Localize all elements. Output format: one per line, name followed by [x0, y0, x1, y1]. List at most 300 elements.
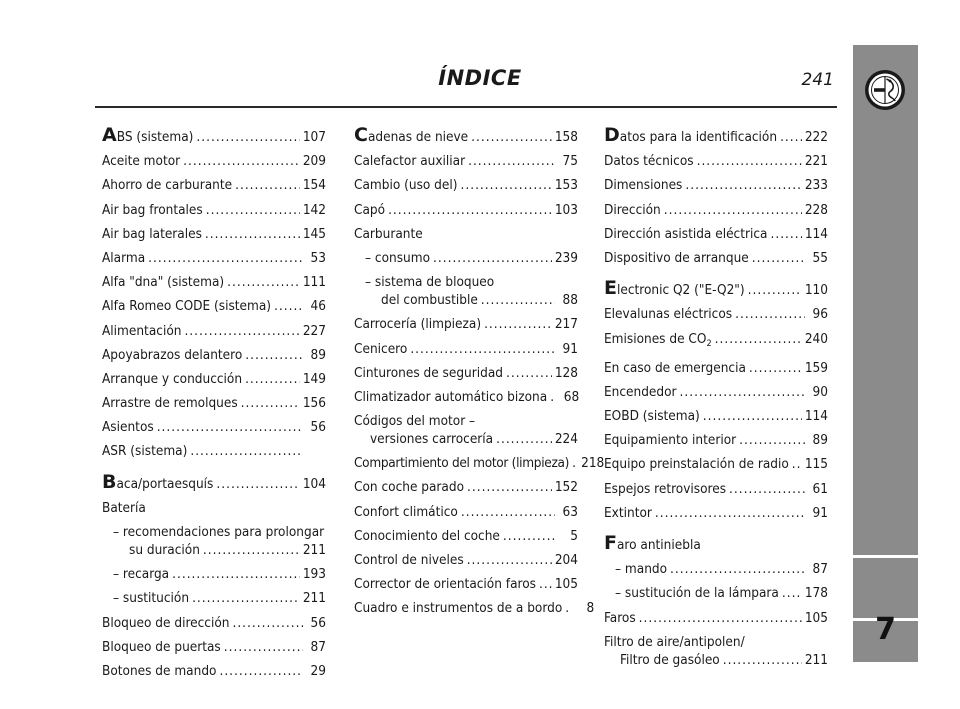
entry-label	[102, 152, 180, 170]
index-entry[interactable]	[604, 480, 828, 498]
entry-label-text: Dispositivo de arranque	[604, 249, 749, 266]
entry-label-text: Dirección	[604, 201, 661, 218]
entry-label	[604, 609, 636, 627]
entry-label	[102, 322, 181, 340]
leader-dots	[468, 152, 555, 170]
index-entry[interactable]	[102, 322, 326, 340]
index-entry[interactable]	[354, 551, 578, 569]
entry-label	[102, 499, 146, 517]
entry-line-1	[113, 523, 326, 541]
entry-label-text: Ahorro de carburante	[102, 177, 233, 194]
leader-dots	[748, 281, 802, 299]
index-entry[interactable]	[604, 383, 828, 401]
entry-page-number: 228	[804, 201, 828, 218]
leader-dots	[749, 359, 802, 377]
entry-label	[113, 565, 169, 583]
entry-label-text: Datos técnicos	[604, 153, 694, 170]
entry-label-text: Bloqueo de puertas	[102, 638, 221, 655]
page-title: ÍNDICE	[438, 66, 522, 90]
entry-page-number: 55	[812, 249, 828, 266]
entry-label	[604, 279, 745, 299]
leader-dots	[503, 527, 555, 545]
entry-page-number: 105	[554, 576, 578, 593]
entry-label-text: Batería	[102, 499, 146, 516]
entry-label	[354, 527, 500, 545]
index-entry[interactable]	[102, 152, 326, 170]
entry-label-text: Air bag frontales	[102, 201, 203, 218]
leader-dots	[467, 551, 552, 569]
index-entry[interactable]	[604, 455, 828, 473]
leader-dots	[703, 407, 802, 425]
entry-label	[604, 407, 700, 425]
index-entry[interactable]	[102, 346, 326, 364]
section-initial: C	[354, 124, 368, 146]
entry-label	[604, 305, 732, 323]
index-entry[interactable]	[604, 126, 828, 146]
entry-label	[102, 201, 203, 219]
entry-label	[604, 480, 726, 498]
entry-page-number: 91	[562, 340, 578, 357]
entry-label	[604, 330, 712, 353]
index-entry[interactable]	[102, 126, 326, 146]
leader-dots	[219, 662, 303, 680]
entry-label-text: Apoyabrazos delantero	[102, 346, 243, 363]
entry-line-1	[354, 412, 578, 430]
entry-page-number: 142	[302, 201, 326, 218]
entry-label-text: Cambio (uso del)	[354, 177, 458, 194]
leader-dots	[232, 614, 303, 632]
entry-label	[604, 359, 746, 377]
entry-label	[365, 249, 430, 267]
index-entry[interactable]	[102, 442, 326, 460]
entry-label	[113, 524, 324, 540]
leader-dots	[752, 249, 805, 267]
entry-label	[354, 126, 468, 146]
index-entry[interactable]	[102, 418, 326, 436]
sidebar-divider	[853, 555, 918, 558]
leader-dots	[183, 152, 300, 170]
leader-dots	[729, 480, 805, 498]
entry-label	[604, 249, 749, 267]
leader-dots	[388, 201, 552, 219]
leader-dots	[550, 388, 556, 406]
leader-dots	[205, 225, 300, 243]
entry-label	[102, 370, 242, 388]
entry-label	[604, 383, 677, 401]
entry-page-number: 89	[812, 432, 828, 449]
entry-page-number: 110	[804, 282, 828, 299]
entry-label-text: Cuadro e instrumentos de a bordo	[354, 600, 563, 617]
index-entry[interactable]	[354, 273, 578, 309]
index-entry[interactable]	[354, 126, 578, 146]
entry-label-text: Alfa "dna" (sistema)	[102, 274, 225, 291]
index-entry[interactable]	[102, 297, 326, 315]
leader-dots	[190, 442, 303, 460]
leader-dots	[792, 455, 802, 473]
entry-label-text: EOBD (sistema)	[604, 408, 700, 425]
entry-label	[354, 454, 569, 472]
entry-page-number: 152	[554, 479, 578, 496]
entry-page-number: 211	[302, 590, 326, 607]
entry-label	[604, 534, 701, 554]
entry-page-number: 209	[302, 153, 326, 170]
leader-dots	[670, 560, 805, 578]
entry-label	[354, 176, 458, 194]
index-entry[interactable]	[354, 599, 595, 617]
entry-page-number: 114	[804, 225, 828, 242]
entry-label	[113, 589, 189, 607]
entry-page-number: 159	[804, 359, 828, 376]
leader-dots	[216, 475, 299, 493]
entry-label	[354, 315, 481, 333]
entry-label	[604, 455, 789, 473]
entry-label	[354, 364, 503, 382]
entry-page-number: 211	[804, 651, 828, 668]
index-entry[interactable]	[102, 273, 326, 291]
entry-page-number: 56	[310, 614, 326, 631]
entry-page-number: 114	[804, 408, 828, 425]
entry-line-2	[604, 651, 828, 669]
leader-dots	[245, 370, 300, 388]
entry-label	[102, 394, 238, 412]
index-entry[interactable]	[102, 614, 326, 632]
entry-label-text: – mando	[615, 561, 668, 578]
entry-label	[354, 388, 547, 406]
entry-page-number: 105	[804, 609, 828, 626]
section-initial: F	[604, 532, 617, 554]
index-entry[interactable]	[354, 478, 578, 496]
entry-label-text: Arranque y conducción	[102, 370, 243, 387]
entry-page-number: 53	[310, 249, 326, 266]
entry-label-text: Botones de mando	[102, 662, 217, 679]
index-entry[interactable]	[604, 560, 828, 578]
entry-label	[354, 599, 562, 617]
index-entry[interactable]	[604, 584, 828, 602]
entry-label	[604, 225, 767, 243]
entry-label	[365, 274, 494, 290]
entry-page-number: 104	[302, 475, 326, 492]
entry-label-continued: Filtro de gasóleo	[620, 651, 720, 668]
index-entry[interactable]	[102, 589, 326, 607]
entry-page-number: 87	[812, 561, 828, 578]
entry-label	[354, 575, 536, 593]
entry-page-number: 156	[302, 395, 326, 412]
entry-label	[604, 152, 694, 170]
index-column-2	[354, 124, 605, 624]
entry-line-2	[354, 430, 578, 448]
entry-label	[615, 560, 667, 578]
index-entry[interactable]	[604, 201, 828, 219]
entry-label	[354, 551, 464, 569]
entry-page-number: 103	[554, 201, 578, 218]
entry-label	[102, 638, 221, 656]
index-entry[interactable]	[604, 249, 828, 267]
entry-page-number: 75	[562, 153, 578, 170]
leader-dots	[245, 346, 303, 364]
entry-label-text: Calefactor auxiliar	[354, 153, 466, 170]
entry-page-number: 87	[310, 638, 326, 655]
entry-label-text: Alarma	[102, 249, 146, 266]
index-entry[interactable]	[354, 249, 578, 267]
entry-label	[354, 225, 423, 243]
entry-label	[354, 340, 407, 358]
index-entry[interactable]	[354, 315, 578, 333]
index-entry[interactable]	[102, 662, 326, 680]
entry-page-number: 218	[581, 455, 605, 472]
entry-page-number: 68	[563, 388, 580, 405]
entry-label	[354, 478, 464, 496]
entry-label-text: Control de niveles	[354, 552, 464, 568]
entry-label-text: Confort climático	[354, 503, 458, 520]
entry-label-text: Air bag laterales	[102, 225, 202, 242]
leader-dots	[735, 305, 805, 323]
leader-dots	[433, 249, 552, 267]
entry-label-text: Elevalunas eléctricos	[604, 306, 733, 323]
entry-page-number: 115	[804, 456, 828, 473]
index-entry[interactable]	[354, 225, 578, 243]
index-entry[interactable]	[604, 633, 828, 669]
index-entry[interactable]	[354, 503, 578, 521]
entry-page-number: 240	[804, 330, 828, 347]
index-entry[interactable]	[604, 534, 828, 554]
entry-label-text: lectronic Q2 ("E-Q2")	[616, 282, 745, 299]
entry-label-continued: del combustible	[381, 292, 478, 309]
entry-label	[102, 418, 154, 436]
index-entry[interactable]	[604, 225, 828, 243]
leader-dots	[655, 504, 805, 522]
entry-label-text: Espejos retrovisores	[604, 480, 727, 497]
index-entry[interactable]	[102, 225, 326, 243]
index-entry[interactable]	[604, 176, 828, 194]
index-entry[interactable]	[102, 638, 326, 656]
index-entry[interactable]	[604, 431, 828, 449]
header-rule	[95, 106, 837, 108]
leader-dots	[148, 249, 303, 267]
entry-label-text: Climatizador automático bizona	[354, 388, 548, 405]
index-entry[interactable]	[604, 305, 828, 323]
leader-dots	[680, 383, 805, 401]
entry-page-number: 5	[570, 527, 578, 544]
entry-page-number: 107	[302, 129, 326, 145]
entry-label-text: Carburante	[354, 225, 423, 242]
entry-label	[604, 431, 736, 449]
entry-page-number: 222	[804, 129, 828, 145]
leader-dots	[506, 364, 552, 382]
entry-label-text: – sustitución	[113, 590, 190, 607]
leader-dots	[235, 176, 300, 194]
index-entry[interactable]	[102, 523, 326, 559]
leader-dots	[192, 589, 300, 607]
leader-dots	[572, 454, 578, 472]
entry-label-text: Extintor	[604, 504, 652, 521]
entry-label-text: Dirección asistida eléctrica	[604, 225, 768, 242]
leader-dots	[565, 599, 571, 617]
index-entry[interactable]	[354, 412, 578, 448]
entry-page-number: 239	[554, 249, 578, 266]
entry-label-text: Emisiones de CO	[604, 330, 707, 347]
leader-dots	[739, 431, 805, 449]
section-initial: E	[604, 277, 617, 300]
index-entry[interactable]	[102, 201, 326, 219]
section-initial: D	[604, 124, 620, 146]
entry-page-number: 96	[812, 306, 828, 323]
entry-label-text: Con coche parado	[354, 479, 465, 496]
entry-page-number: 90	[812, 383, 828, 400]
section-initial: B	[102, 470, 117, 493]
entry-page-number: 111	[302, 274, 326, 291]
index-column-1	[102, 126, 326, 686]
index-entry[interactable]	[354, 527, 578, 545]
entry-page-number: 233	[804, 177, 828, 194]
entry-label-text: Equipamiento interior	[604, 432, 737, 449]
entry-page-number: 154	[302, 177, 326, 194]
entry-label-text: aro antiniebla	[616, 537, 701, 553]
index-entry[interactable]	[102, 565, 326, 583]
entry-page-number: 149	[302, 370, 326, 387]
entry-page-number: 153	[554, 177, 578, 194]
leader-dots	[782, 584, 802, 602]
page-number: 241	[801, 70, 834, 90]
entry-line-1	[604, 633, 828, 651]
entry-label	[354, 413, 475, 429]
index-entry[interactable]	[102, 249, 326, 267]
entry-label-text: Alimentación	[102, 322, 182, 339]
index-entry[interactable]	[102, 499, 326, 517]
entry-label	[604, 126, 777, 146]
entry-label	[102, 273, 224, 291]
entry-label	[102, 442, 187, 460]
entry-label-text: atos para la identificación	[619, 129, 778, 145]
leader-dots	[227, 273, 300, 291]
entry-page-number: 211	[302, 542, 326, 558]
entry-page-number: 88	[562, 292, 578, 309]
leader-dots	[685, 176, 801, 194]
leader-dots	[184, 322, 299, 340]
entry-label-text: Capó	[354, 201, 386, 218]
index-entry[interactable]	[604, 504, 828, 522]
entry-page-number: 178	[804, 585, 828, 602]
entry-page-number: 221	[804, 153, 828, 170]
entry-label-text: Corrector de orientación faros	[354, 576, 536, 593]
index-entry[interactable]	[354, 152, 578, 170]
entry-label-text: Carrocería (limpieza)	[354, 316, 482, 333]
index-column-3	[604, 126, 828, 675]
entry-label-text: Cenicero	[354, 340, 408, 357]
entry-page-number: 63	[562, 503, 578, 520]
subscript: 2	[706, 338, 712, 349]
entry-page-number: 217	[554, 316, 578, 333]
leader-dots	[697, 152, 802, 170]
index-entry[interactable]	[604, 152, 828, 170]
leader-dots	[496, 430, 552, 448]
leader-dots	[780, 128, 802, 146]
entry-label-text: – sistema de bloqueo	[365, 274, 495, 291]
entry-label-text: aca/portaesquís	[116, 475, 214, 492]
index-entry[interactable]	[604, 609, 828, 627]
chapter-number: 7	[875, 612, 896, 647]
entry-label	[102, 225, 202, 243]
index-entry[interactable]	[102, 470, 326, 493]
entry-label	[604, 176, 682, 194]
leader-dots	[539, 575, 552, 593]
index-entry[interactable]	[604, 407, 828, 425]
entry-label-text: Cinturones de seguridad	[354, 364, 503, 381]
index-entry[interactable]	[354, 454, 605, 472]
leader-dots	[203, 541, 300, 559]
leader-dots	[172, 565, 300, 583]
entry-page-number: 29	[310, 662, 326, 679]
leader-dots	[484, 315, 552, 333]
index-entry[interactable]	[604, 279, 828, 299]
entry-label	[615, 584, 779, 602]
entry-page-number: 61	[812, 480, 828, 497]
entry-label	[102, 470, 214, 493]
leader-dots	[467, 478, 552, 496]
entry-label-text: ASR (sistema)	[102, 443, 188, 460]
index-entry[interactable]	[354, 575, 578, 593]
entry-label	[604, 504, 652, 522]
entry-page-number: 193	[302, 566, 326, 583]
entry-label	[604, 634, 745, 650]
entry-label-text: Códigos del motor –	[354, 413, 476, 430]
entry-label-text: Arrastre de remolques	[102, 395, 238, 412]
index-entry[interactable]	[354, 388, 578, 406]
entry-label-text: Faros	[604, 609, 636, 626]
index-entry[interactable]	[102, 176, 326, 194]
index-entry[interactable]	[604, 330, 828, 353]
leader-dots	[664, 201, 802, 219]
leader-dots	[206, 201, 300, 219]
entry-label-text: Dimensiones	[604, 177, 683, 194]
entry-label-text: Filtro de aire/antipolen/	[604, 633, 745, 650]
index-entry[interactable]	[354, 340, 578, 358]
entry-label	[102, 346, 242, 364]
leader-dots	[639, 609, 802, 627]
section-initial: A	[102, 124, 117, 146]
entry-label-text: – consumo	[365, 249, 431, 266]
entry-label-text: Asientos	[102, 419, 154, 436]
leader-dots	[461, 503, 555, 521]
entry-label	[604, 201, 661, 219]
leader-dots	[471, 128, 552, 146]
entry-label-text: Alfa Romeo CODE (sistema)	[102, 298, 272, 315]
index-entry[interactable]	[354, 364, 578, 382]
entry-page-number: 89	[310, 346, 326, 363]
entry-page-number: 158	[554, 129, 578, 145]
index-entry[interactable]	[354, 201, 578, 219]
entry-page-number: 145	[302, 225, 326, 242]
index-entry[interactable]	[102, 370, 326, 388]
entry-page-number: 227	[302, 322, 326, 339]
alfa-romeo-logo-icon	[864, 69, 906, 111]
entry-page-number: 56	[310, 419, 326, 436]
entry-label	[102, 662, 216, 680]
index-entry[interactable]	[354, 176, 578, 194]
entry-label-text: Encendedor	[604, 383, 677, 400]
leader-dots	[274, 297, 303, 315]
leader-dots	[461, 176, 552, 194]
leader-dots	[157, 418, 303, 436]
index-entry[interactable]	[102, 394, 326, 412]
entry-page-number: 204	[554, 552, 578, 568]
entry-label	[354, 201, 385, 219]
entry-label-continued: su duración	[129, 542, 200, 558]
entry-line-2	[113, 541, 326, 559]
index-entry[interactable]	[604, 359, 828, 377]
entry-label	[102, 297, 271, 315]
leader-dots	[241, 394, 300, 412]
chapter-sidebar	[853, 45, 918, 662]
